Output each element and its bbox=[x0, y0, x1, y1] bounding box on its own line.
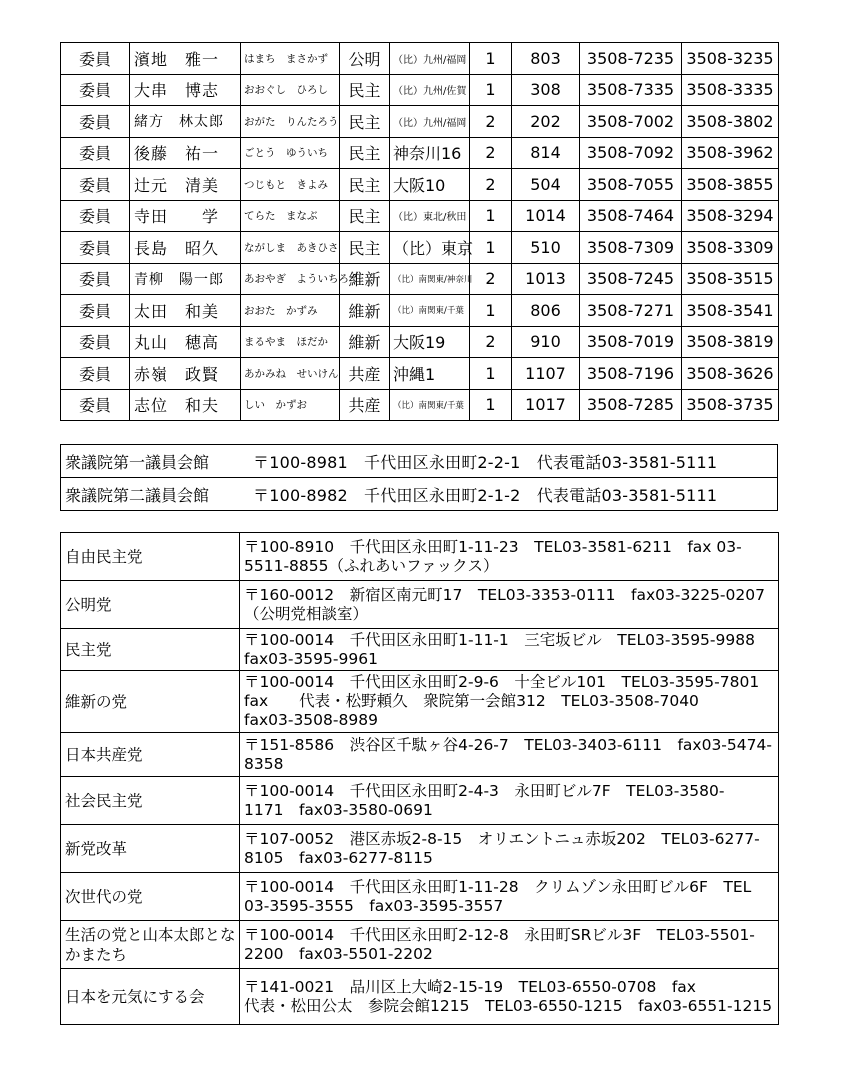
building-address: 〒100-8982 千代田区永田町2-1-2 代表電話03-3581-5111 bbox=[253, 485, 718, 505]
member-term-count: 1 bbox=[470, 358, 512, 390]
member-party: 維新 bbox=[340, 263, 390, 295]
party-row bbox=[61, 533, 779, 581]
member-role: 委員 bbox=[61, 295, 130, 327]
party-contact bbox=[240, 629, 779, 671]
party-contact bbox=[240, 671, 779, 733]
buildings-table bbox=[60, 444, 778, 511]
member-role: 委員 bbox=[61, 169, 130, 201]
party-name: 日本を元気にする会 bbox=[61, 969, 240, 1025]
party-contact bbox=[240, 733, 779, 777]
member-district: （比）南関東/神奈川 bbox=[390, 263, 470, 295]
member-role: 委員 bbox=[61, 43, 130, 75]
member-row bbox=[61, 389, 779, 421]
party-contact bbox=[240, 581, 779, 629]
member-room: 510 bbox=[512, 232, 580, 264]
member-row bbox=[61, 137, 779, 169]
member-kana: てらた まなぶ bbox=[241, 200, 340, 232]
members-table-body bbox=[61, 43, 779, 421]
member-term-count: 1 bbox=[470, 232, 512, 264]
member-phone: 3508-7235 bbox=[580, 43, 682, 75]
member-term-count: 1 bbox=[470, 389, 512, 421]
member-row bbox=[61, 358, 779, 390]
member-party: 民主 bbox=[340, 106, 390, 138]
member-name: 後藤 祐一 bbox=[130, 137, 241, 169]
party-contact-line: 〒100-0014 千代田区永田町2-4-3 永田町ビル7F TEL03-3580- bbox=[244, 781, 725, 800]
member-name: 長島 昭久 bbox=[130, 232, 241, 264]
party-contact-line: 〒100-0014 千代田区永田町1-11-28 クリムゾン永田町ビル6F TEL bbox=[244, 877, 752, 896]
member-name: 志位 和夫 bbox=[130, 389, 241, 421]
party-row bbox=[61, 873, 779, 921]
member-kana: つじもと きよみ bbox=[241, 169, 340, 201]
member-name: 寺田 学 bbox=[130, 200, 241, 232]
member-name: 青柳 陽一郎 bbox=[130, 263, 241, 295]
building-name: 衆議院第二議員会館 bbox=[65, 485, 210, 505]
parties-table bbox=[60, 532, 779, 1025]
member-name: 大串 博志 bbox=[130, 74, 241, 106]
party-contact-line: 〒141-0021 品川区上大崎2-15-19 TEL03-6550-0708 fax bbox=[244, 977, 696, 996]
party-contact-line: 1171 fax03-3580-0691 bbox=[244, 800, 433, 819]
buildings-table-body bbox=[61, 445, 778, 511]
party-row bbox=[61, 777, 779, 825]
member-term-count: 1 bbox=[470, 295, 512, 327]
member-row bbox=[61, 74, 779, 106]
party-name: 生活の党と山本太郎となかまたち bbox=[61, 921, 240, 969]
member-name: 濱地 雅一 bbox=[130, 43, 241, 75]
member-district: （比）九州/福岡 bbox=[390, 43, 470, 75]
party-contact-line: 〒100-0014 千代田区永田町2-12-8 永田町SRビル3F TEL03-5501- bbox=[244, 925, 755, 944]
member-kana: まるやま ほだか bbox=[241, 326, 340, 358]
members-table bbox=[60, 42, 779, 421]
party-contact-line: 5511-8855（ふれあいファックス） bbox=[244, 556, 499, 575]
party-name: 社会民主党 bbox=[61, 777, 240, 825]
member-phone: 3508-7335 bbox=[580, 74, 682, 106]
member-room: 1107 bbox=[512, 358, 580, 390]
building-row bbox=[61, 445, 778, 478]
member-kana: おがた りんたろう bbox=[241, 106, 340, 138]
member-term-count: 1 bbox=[470, 43, 512, 75]
parties-table-body bbox=[61, 533, 779, 1025]
party-name: 自由民主党 bbox=[61, 533, 240, 581]
member-row bbox=[61, 326, 779, 358]
member-party: 民主 bbox=[340, 169, 390, 201]
member-room: 803 bbox=[512, 43, 580, 75]
member-party: 維新 bbox=[340, 326, 390, 358]
party-contact bbox=[240, 921, 779, 969]
member-fax: 3508-3541 bbox=[682, 295, 779, 327]
member-kana: しい かずお bbox=[241, 389, 340, 421]
party-contact-line: 〒160-0012 新宿区南元町17 TEL03-3353-0111 fax03-3225-0207 bbox=[244, 585, 765, 604]
member-name: 丸山 穂高 bbox=[130, 326, 241, 358]
party-contact-line: fax03-3595-9961 bbox=[244, 649, 378, 668]
party-contact-line: fax03-3508-8989 bbox=[244, 711, 378, 729]
party-contact bbox=[240, 969, 779, 1025]
member-term-count: 2 bbox=[470, 326, 512, 358]
member-fax: 3508-3735 bbox=[682, 389, 779, 421]
member-room: 806 bbox=[512, 295, 580, 327]
member-name: 赤嶺 政賢 bbox=[130, 358, 241, 390]
member-term-count: 2 bbox=[470, 263, 512, 295]
member-role: 委員 bbox=[61, 326, 130, 358]
party-row bbox=[61, 921, 779, 969]
party-contact-line: fax 代表・松野頼久 衆院第一会館312 TEL03-3508-7040 bbox=[244, 692, 699, 710]
member-room: 1014 bbox=[512, 200, 580, 232]
member-district: （比）南関東/千葉 bbox=[390, 295, 470, 327]
member-kana: はまち まさかず bbox=[241, 43, 340, 75]
member-district: （比）九州/佐賀 bbox=[390, 74, 470, 106]
party-contact-line: 〒107-0052 港区赤坂2-8-15 オリエントニュ赤坂202 TEL03-6277- bbox=[244, 829, 760, 848]
member-term-count: 2 bbox=[470, 169, 512, 201]
member-row bbox=[61, 263, 779, 295]
party-contact-line: 〒100-0014 千代田区永田町1-11-1 三宅坂ビル TEL03-3595-9988 bbox=[244, 630, 755, 649]
member-party: 維新 bbox=[340, 295, 390, 327]
party-contact-line: 8358 bbox=[244, 754, 284, 773]
member-fax: 3508-3235 bbox=[682, 43, 779, 75]
member-party: 民主 bbox=[340, 200, 390, 232]
member-phone: 3508-7002 bbox=[580, 106, 682, 138]
party-contact-line: 〒100-0014 千代田区永田町2-9-6 十全ビル101 TEL03-3595-7801 bbox=[244, 673, 760, 691]
member-phone: 3508-7092 bbox=[580, 137, 682, 169]
party-name: 民主党 bbox=[61, 629, 240, 671]
member-row bbox=[61, 295, 779, 327]
member-term-count: 2 bbox=[470, 137, 512, 169]
member-district: （比）南関東/千葉 bbox=[390, 389, 470, 421]
party-contact bbox=[240, 777, 779, 825]
member-phone: 3508-7245 bbox=[580, 263, 682, 295]
member-role: 委員 bbox=[61, 358, 130, 390]
member-phone: 3508-7055 bbox=[580, 169, 682, 201]
member-fax: 3508-3515 bbox=[682, 263, 779, 295]
member-kana: ながしま あきひさ bbox=[241, 232, 340, 264]
member-kana: おおぐし ひろし bbox=[241, 74, 340, 106]
member-fax: 3508-3819 bbox=[682, 326, 779, 358]
party-row bbox=[61, 581, 779, 629]
member-party: 民主 bbox=[340, 74, 390, 106]
member-district: （比）九州/福岡 bbox=[390, 106, 470, 138]
member-row bbox=[61, 43, 779, 75]
member-role: 委員 bbox=[61, 74, 130, 106]
party-contact bbox=[240, 825, 779, 873]
member-district: 沖縄1 bbox=[390, 358, 470, 390]
member-room: 504 bbox=[512, 169, 580, 201]
building-address: 〒100-8981 千代田区永田町2-2-1 代表電話03-3581-5111 bbox=[253, 452, 718, 472]
member-party: 公明 bbox=[340, 43, 390, 75]
party-name: 新党改革 bbox=[61, 825, 240, 873]
member-fax: 3508-3626 bbox=[682, 358, 779, 390]
member-phone: 3508-7285 bbox=[580, 389, 682, 421]
member-term-count: 1 bbox=[470, 74, 512, 106]
party-contact bbox=[240, 533, 779, 581]
member-role: 委員 bbox=[61, 263, 130, 295]
party-contact-line: 〒151-8586 渋谷区千駄ヶ谷4-26-7 TEL03-3403-6111 fax03-5474- bbox=[244, 735, 772, 754]
party-contact bbox=[240, 873, 779, 921]
member-kana: おおた かずみ bbox=[241, 295, 340, 327]
party-row bbox=[61, 629, 779, 671]
member-room: 1017 bbox=[512, 389, 580, 421]
party-name: 日本共産党 bbox=[61, 733, 240, 777]
member-role: 委員 bbox=[61, 389, 130, 421]
member-fax: 3508-3962 bbox=[682, 137, 779, 169]
member-fax: 3508-3309 bbox=[682, 232, 779, 264]
party-contact-line: （公明党相談室） bbox=[244, 604, 369, 623]
member-term-count: 1 bbox=[470, 200, 512, 232]
member-district: 大阪19 bbox=[390, 326, 470, 358]
party-name: 次世代の党 bbox=[61, 873, 240, 921]
party-name: 維新の党 bbox=[61, 671, 240, 733]
member-fax: 3508-3802 bbox=[682, 106, 779, 138]
party-row bbox=[61, 969, 779, 1025]
member-name: 辻元 清美 bbox=[130, 169, 241, 201]
member-role: 委員 bbox=[61, 232, 130, 264]
member-room: 308 bbox=[512, 74, 580, 106]
party-row bbox=[61, 733, 779, 777]
member-district: （比）東北/秋田 bbox=[390, 200, 470, 232]
member-district: 大阪10 bbox=[390, 169, 470, 201]
member-name: 太田 和美 bbox=[130, 295, 241, 327]
party-contact-line: 8105 fax03-6277-8115 bbox=[244, 848, 433, 867]
member-phone: 3508-7019 bbox=[580, 326, 682, 358]
party-row bbox=[61, 671, 779, 733]
member-term-count: 2 bbox=[470, 106, 512, 138]
member-row bbox=[61, 200, 779, 232]
member-role: 委員 bbox=[61, 106, 130, 138]
party-contact-line: 〒100-8910 千代田区永田町1-11-23 TEL03-3581-6211 fax 03- bbox=[244, 537, 742, 556]
member-room: 910 bbox=[512, 326, 580, 358]
member-row bbox=[61, 232, 779, 264]
member-room: 1013 bbox=[512, 263, 580, 295]
member-district: 神奈川16 bbox=[390, 137, 470, 169]
building-row bbox=[61, 478, 778, 511]
member-row bbox=[61, 169, 779, 201]
member-party: 共産 bbox=[340, 389, 390, 421]
building-cell bbox=[61, 445, 778, 478]
member-fax: 3508-3855 bbox=[682, 169, 779, 201]
building-name: 衆議院第一議員会館 bbox=[65, 452, 210, 472]
member-phone: 3508-7271 bbox=[580, 295, 682, 327]
party-contact-line: 03-3595-3555 fax03-3595-3557 bbox=[244, 896, 504, 915]
member-row bbox=[61, 106, 779, 138]
member-party: 共産 bbox=[340, 358, 390, 390]
member-fax: 3508-3335 bbox=[682, 74, 779, 106]
party-name: 公明党 bbox=[61, 581, 240, 629]
member-role: 委員 bbox=[61, 137, 130, 169]
member-kana: あおやぎ よういちろう bbox=[241, 263, 340, 295]
party-contact-line: 2200 fax03-5501-2202 bbox=[244, 944, 433, 963]
party-contact-line: 代表・松田公太 参院会館1215 TEL03-6550-1215 fax03-6551-1215 bbox=[244, 996, 773, 1015]
member-phone: 3508-7309 bbox=[580, 232, 682, 264]
member-phone: 3508-7464 bbox=[580, 200, 682, 232]
member-role: 委員 bbox=[61, 200, 130, 232]
member-fax: 3508-3294 bbox=[682, 200, 779, 232]
building-cell bbox=[61, 478, 778, 511]
member-room: 814 bbox=[512, 137, 580, 169]
member-room: 202 bbox=[512, 106, 580, 138]
party-row bbox=[61, 825, 779, 873]
member-district: （比）東京 bbox=[390, 232, 470, 264]
member-phone: 3508-7196 bbox=[580, 358, 682, 390]
member-name: 緒方 林太郎 bbox=[130, 106, 241, 138]
member-party: 民主 bbox=[340, 232, 390, 264]
member-party: 民主 bbox=[340, 137, 390, 169]
member-kana: あかみね せいけん bbox=[241, 358, 340, 390]
member-kana: ごとう ゆういち bbox=[241, 137, 340, 169]
